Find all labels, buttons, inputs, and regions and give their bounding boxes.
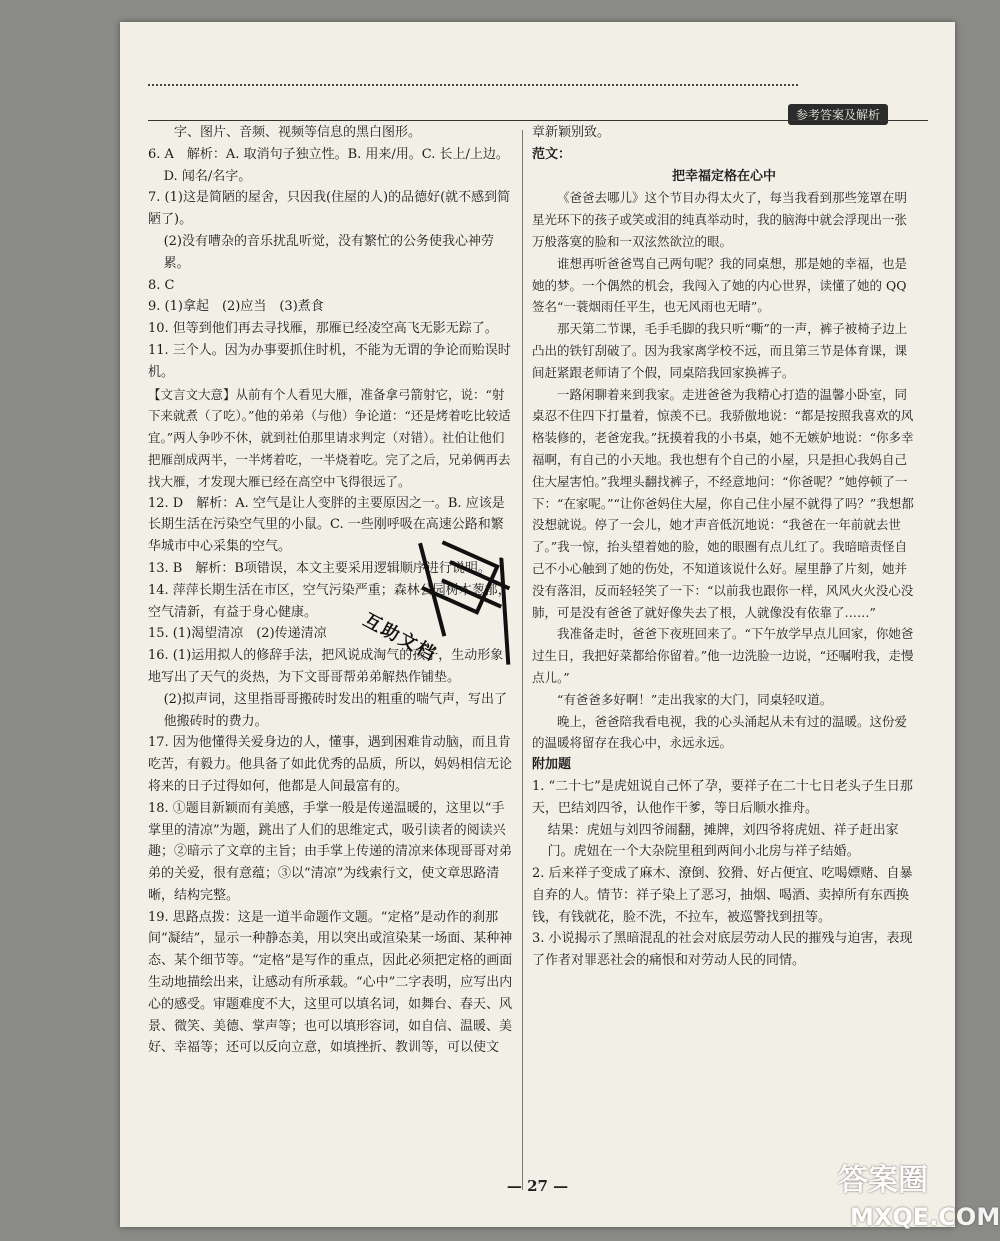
answer-paragraph: 14. 萍萍长期生活在市区，空气污染严重；森林公园树木葱郁，空气清新，有益于身心健康。 (148, 582, 511, 620)
answer-paragraph: 《爸爸去哪儿》这个节目办得太火了，每当我看到那些笼罩在明星光环下的孩子或笑或泪的纯真举动时，我的脑海中就会浮现出一张万般落寞的脸和一双泫然欲泣的眼。 (532, 190, 908, 249)
header-rule (148, 120, 928, 121)
answer-paragraph: 8. C (148, 277, 175, 293)
answer-paragraph: 11. 三个人。因为办事要抓住时机，不能为无谓的争论而贻误时机。 (148, 342, 511, 380)
answer-paragraph: 2. 后来祥子变成了麻木、潦倒、狡猾、好占便宜、吃喝嫖赌、自暴自弃的人。情节：祥子染上了恶习，抽烟、喝酒、卖掉所有东西换钱，有钱就花，脸不洗，不拉车，被巡警找到扭等。 (532, 866, 913, 925)
answer-paragraph: 18. ①题目新颖而有美感，手掌一般是传递温暖的，这里以“手掌里的清凉”为题，跳出了人们的思维定式，吸引读者的阅读兴趣；②暗示了文章的主旨；由手掌上传递的清凉来体现哥哥对弟弟的关爱，很有意蕴；③以“清凉”为线索行文，使文章思路清晰，结构完整。 (148, 800, 513, 903)
answer-paragraph: 章新颖别致。 (532, 125, 611, 140)
answer-paragraph: 【文言文大意】从前有个人看见大雁，准备拿弓箭射它，说：“射下来就煮（了吃）。”他的弟弟（与他）争论道：“还是烤着吃比较适宜。”两人争吵不休，就到社伯那里请求判定（对错）。社伯让他们把雁剖成两半，一半烤着吃，一半烧着吃。完了之后，兄弟俩再去找大雁，才发现大雁已经在高空中飞得很远了。 (148, 386, 511, 489)
answer-paragraph: 19. 思路点拨：这是一道半命题作文题。“定格”是动作的刹那间“凝结”，显示一种静态美，用以突出或渲染某一场面、某种神态、某个细节等。“定格”是写作的重点，因此必须把定格的画面生动地描绘出来，让感动有所承载。“心中”二字表明，应写出内心的感受。审题难度不大，这里可以填名词，如舞台、春天、风景、微笑、美德、掌声等；也可以填形容词，如自信、温暖、美好、幸福等；还可以反向立意，如填挫折、教训等，可以使文 (148, 909, 513, 1056)
answer-paragraph: 谁想再听爸爸骂自己两句呢？我的同桌想，那是她的幸福，也是她的梦。一个偶然的机会，我闯入了她的内心世界，读懂了她的 QQ 签名“一蓑烟雨任平生，也无风雨也无晴”。 (532, 255, 908, 315)
top-dotted-line (148, 84, 798, 86)
answer-paragraph: 12. D 解析：A. 空气是让人变胖的主要原因之一。B. 应该是长期生活在污染空气里的小鼠。C. 一些刚呼吸在高速公路和繁华城市中心采集的空气。 (148, 495, 505, 555)
answer-paragraph: D. 闻名/名字。 (163, 168, 252, 184)
answer-paragraph: 15. (1)渴望清凉 (2)传递清凉 (148, 626, 327, 642)
answer-paragraph: 附加题 (532, 757, 572, 773)
left-column (148, 122, 516, 1059)
stamp-text: 互助文档 (359, 609, 441, 666)
answer-paragraph: 6. A 解析：A. 取消句子独立性。B. 用来/用。C. 长上/上边。 (148, 146, 509, 162)
answer-paragraph: 字、图片、音频、视频等信息的黑白图形。 (174, 125, 422, 140)
answer-paragraph: 那天第二节课，毛手毛脚的我只听“嘶”的一声，裤子被椅子边上凸出的铁钉刮破了。因为我家离学校不远，而且第三节是体育课，课间赶紧跟老师请了个假，同桌陪我回家换裤子。 (532, 321, 908, 380)
answer-paragraph: “有爸爸多好啊！”走出我家的大门，同桌轻叹道。 (557, 691, 833, 707)
answer-paragraph: (2)没有嘈杂的音乐扰乱听觉，没有繁忙的公务使我心神劳累。 (163, 233, 495, 271)
answer-paragraph: 把幸福定格在心中 (671, 168, 776, 184)
answer-paragraph: 17. 因为他懂得关爱身边的人，懂事，遇到困难肯动脑，而且肯吃苦，有毅力。他具备了如此优秀的品质，所以，妈妈相信无论将来的日子过得如何，他都是人间最富有的。 (148, 735, 513, 794)
answer-paragraph: 10. 但等到他们再去寻找雁，那雁已经凌空高飞无影无踪了。 (148, 321, 498, 337)
site-watermark (820, 1155, 1000, 1241)
answer-paragraph: 13. B 解析：B项错误，本文主要采用逻辑顺序进行说明。 (148, 560, 491, 576)
answer-paragraph: 7. (1)这是简陋的屋舍，只因我(住屋的人)的品德好(就不感到简陋了)。 (148, 190, 511, 228)
answer-page (120, 22, 955, 1227)
page-number: — 27 — (506, 1177, 569, 1195)
answer-paragraph: 3. 小说揭示了黑暗混乱的社会对底层劳动人民的摧残与迫害，表现了作者对罪恶社会的痛恨和对劳动人民的同情。 (532, 931, 913, 969)
answer-paragraph: 16. (1)运用拟人的修辞手法，把风说成淘气的孩子，生动形象地写出了天气的炎热，为下文哥哥帮弟弟解热作铺垫。 (148, 648, 504, 685)
column-divider (522, 130, 523, 1190)
watermark-url: MXQE.COM (850, 1203, 1000, 1231)
answer-paragraph: 我准备走时，爸爸下夜班回来了。“下午放学早点儿回家，你她爸过生日，我把好菜都给你留着。”他一边洗脸一边说，“还嘱咐我，走慢点儿。” (532, 626, 914, 685)
answer-paragraph: 一路闲聊着来到我家。走进爸爸为我精心打造的温馨小卧室，同桌忍不住四下打量着，惊羡不已。我骄傲地说：“都是按照我喜欢的风格装修的，老爸宠我。”抚摸着我的小书桌，她不无嫉妒地说：“你多幸福啊，有自己的小天地。我也想有个自己的小屋，只是担心我妈自己住大屋害怕。”我埋头翻找裤子，不经意地问：“你爸呢？”她停顿了一下：“在家呢。”“让你爸妈住大屋，你自己住小屋不就得了吗？”我想都没想就说。停了一会儿，她才声音低沉地说：“我爸在一年前就去世了。”我一惊，抬头望着她的脸，她的眼圈有点儿红了。我暗暗责怪自己不小心触到了她的伤处，不知道该说什么好。屋里静了片刻，她并没有落泪，反而轻轻笑了一下：“以前我也跟你一样，风风火火没心没肺，可是没有爸爸了就好像失去了根，人就像没有依靠了……” (532, 386, 914, 620)
page-number-value: 27 (527, 1177, 548, 1195)
answer-paragraph: 1. “二十七”是虎妞说自己怀了孕，要祥子在二十七日老头子生日那天，巴结刘四爷，认他作干爹，等日后顺水推舟。 (532, 778, 913, 816)
answer-paragraph: 9. (1)拿起 (2)应当 (3)煮食 (148, 299, 324, 315)
answer-paragraph: 范文： (532, 146, 572, 162)
answer-paragraph: (2)拟声词，这里指哥哥搬砖时发出的粗重的喘气声，写出了他搬砖时的费力。 (163, 691, 508, 729)
header-label: 参考答案及解析 (788, 104, 888, 125)
right-column (532, 122, 916, 972)
answer-paragraph: 结果：虎妞与刘四爷闹翻，摊牌，刘四爷将虎妞、祥子赶出家门。虎妞在一个大杂院里租到两间小北房与祥子结婚。 (547, 822, 899, 860)
answer-paragraph: 晚上，爸爸陪我看电视，我的心头涌起从未有过的温暖。这份爱的温暖将留存在我心中，永远永远。 (532, 713, 908, 751)
watermark-logo: 答案圈 (838, 1163, 928, 1198)
